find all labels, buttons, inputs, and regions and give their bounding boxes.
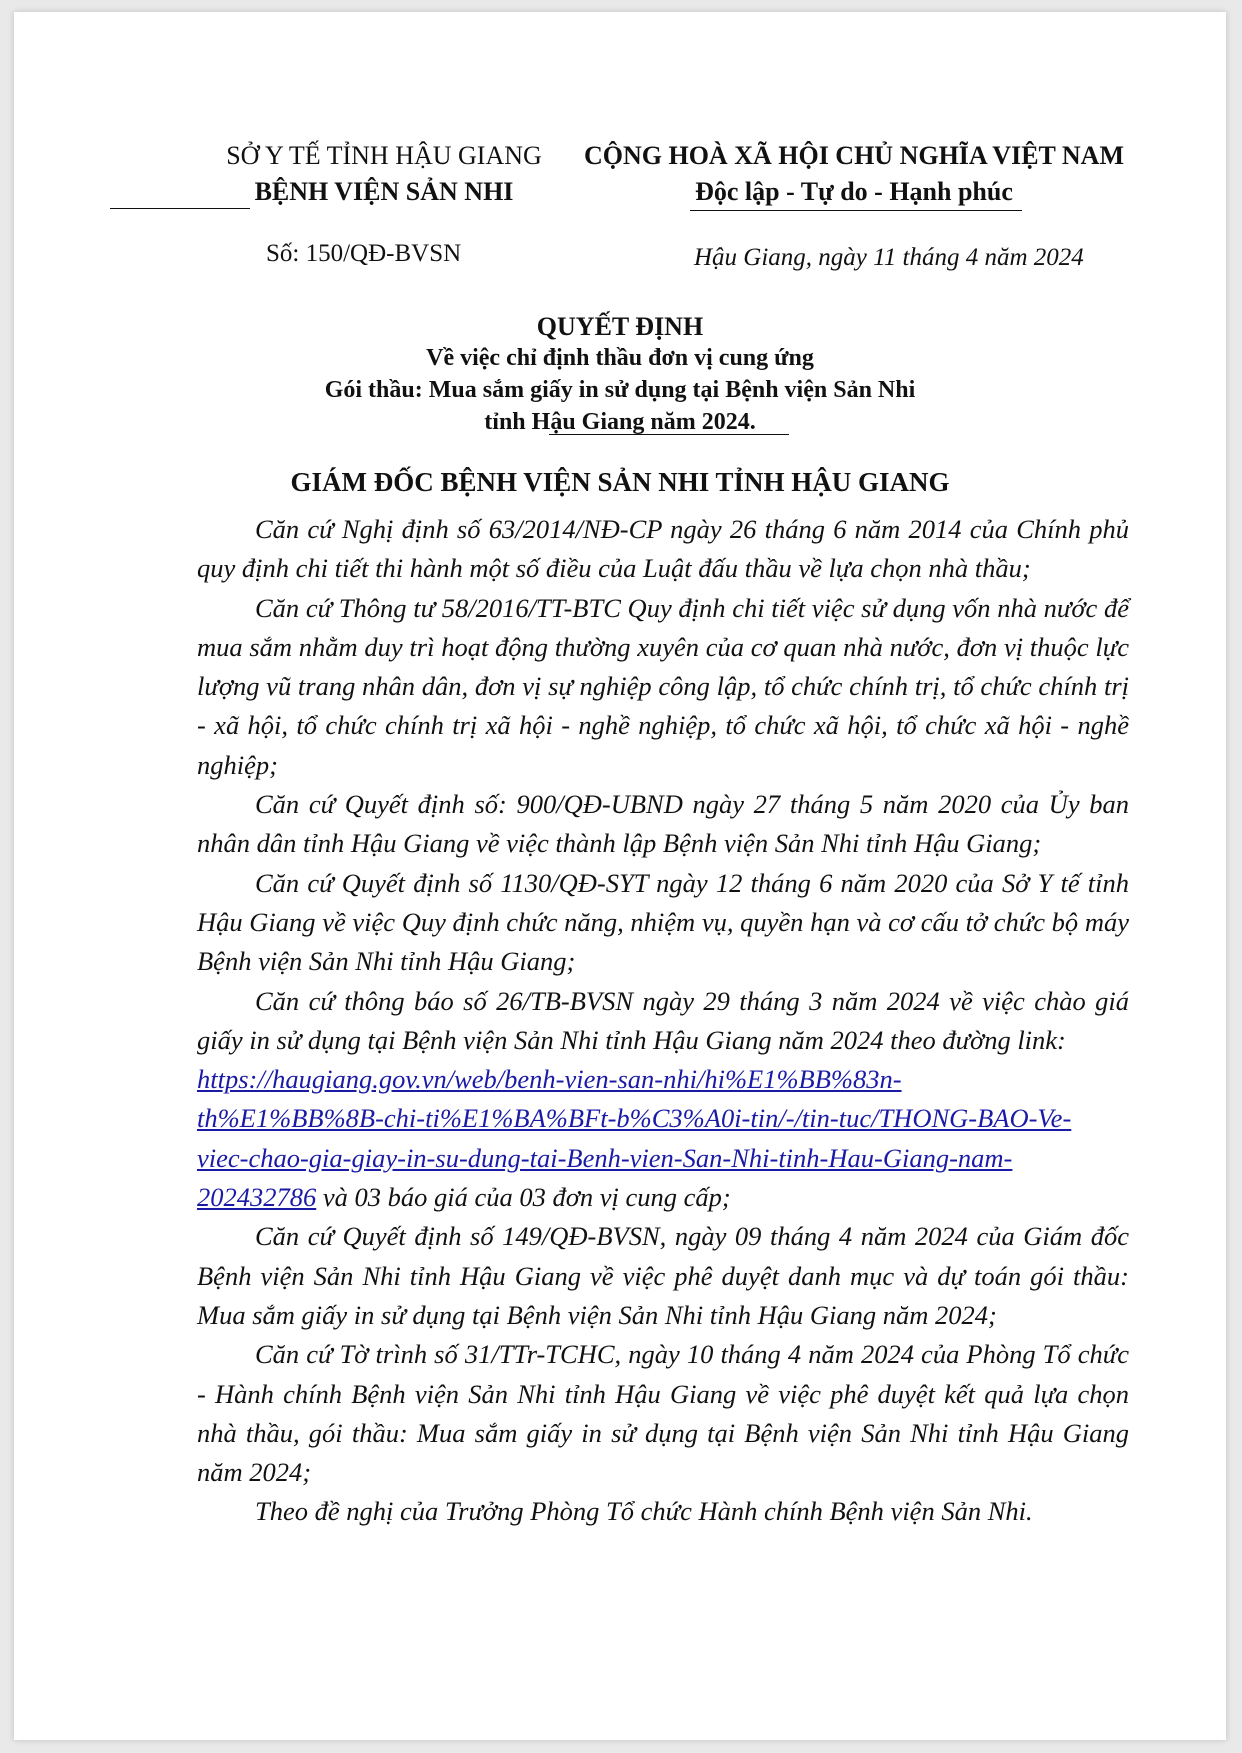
- issuing-agency-block: [214, 138, 554, 210]
- country-name: CỘNG HOÀ XÃ HỘI CHỦ NGHĨA VIỆT NAM: [583, 141, 1125, 170]
- basis-paragraph-7: Căn cứ Tờ trình số 31/TTr-TCHC, ngày 10 tháng 4 năm 2024 của Phòng Tổ chức - Hành chính Bệnh viện Sản Nhi tỉnh Hậu Giang về việc phê duyệt kết quả lựa chọn nhà thầu, gói thầu: Mua sắm giấy in sử dụng tại Bệnh viện Sản Nhi tỉnh Hậu Giang năm 2024;: [197, 1339, 1129, 1488]
- announcement-link-block[interactable]: [197, 1060, 1129, 1217]
- decision-title: QUYẾT ĐỊNH: [536, 312, 704, 341]
- basis-paragraph-5-tail: và 03 báo giá của 03 đơn vị cung cấp;: [316, 1182, 731, 1213]
- legal-basis-section: [197, 510, 1129, 1532]
- decision-subject-line2: Gói thầu: Mua sắm giấy in sử dụng tại Bệnh viện Sản Nhi: [324, 377, 916, 403]
- document-page: [14, 12, 1226, 1740]
- agency-parent: SỞ Y TẾ TỈNH HẬU GIANG: [226, 141, 542, 170]
- title-underline: [549, 434, 789, 435]
- basis-paragraph-2: Căn cứ Thông tư 58/2016/TT-BTC Quy định chi tiết việc sử dụng vốn nhà nước để mua sắm nhằm duy trì hoạt động thường xuyên của cơ quan nhà nước, đơn vị thuộc lực lượng vũ trang nhân dân, đơn vị sự nghiệp công lập, tổ chức chính trị, tổ chức chính trị - xã hội, tổ chức chính trị xã hội - nghề nghiệp, tổ chức xã hội, tổ chức xã hội - nghề nghiệp;: [197, 592, 1129, 780]
- decision-subject-line1: Về việc chỉ định thầu đơn vị cung ứng: [426, 345, 814, 371]
- agency-underline: [110, 208, 250, 209]
- announcement-link-part4[interactable]: 202432786: [197, 1182, 317, 1213]
- basis-paragraph-5-text: Căn cứ thông báo số 26/TB-BVSN ngày 29 tháng 3 năm 2024 về việc chào giá giấy in sử dụng tại Bệnh viện Sản Nhi tỉnh Hậu Giang năm 2024 theo đường link:: [197, 985, 1129, 1055]
- basis-paragraph-1: Căn cứ Nghị định số 63/2014/NĐ-CP ngày 26 tháng 6 năm 2014 của Chính phủ quy định chi tiết thi hành một số điều của Luật đấu thầu về lựa chọn nhà thầu;: [197, 514, 1129, 584]
- document-number: Số: 150/QĐ-BVSN: [266, 240, 462, 267]
- basis-paragraph-4: Căn cứ Quyết định số 1130/QĐ-SYT ngày 12 tháng 6 năm 2020 của Sở Y tế tỉnh Hậu Giang về việc Quy định chức năng, nhiệm vụ, quyền hạn và cơ cấu tở chức bộ máy Bệnh viện Sản Nhi tỉnh Hậu Giang;: [197, 867, 1129, 977]
- agency-name: BỆNH VIỆN SẢN NHI: [254, 177, 514, 206]
- decision-title-block: [14, 312, 1226, 438]
- director-heading: GIÁM ĐỐC BỆNH VIỆN SẢN NHI TỈNH HẬU GIANG: [290, 467, 950, 497]
- announcement-link-part2[interactable]: th%E1%BB%8B-chi-ti%E1%BA%BFt-b%C3%A0i-tin/-/tin-tuc/THONG-BAO-Ve-: [197, 1103, 1072, 1134]
- national-motto: Độc lập - Tự do - Hạnh phúc: [695, 177, 1013, 206]
- national-motto-block: [574, 138, 1134, 210]
- basis-paragraph-8: Theo đề nghị của Trưởng Phòng Tổ chức Hành chính Bệnh viện Sản Nhi.: [255, 1496, 1033, 1527]
- announcement-link-part1[interactable]: https://haugiang.gov.vn/web/benh-vien-san-nhi/hi%E1%BB%83n-: [197, 1064, 902, 1095]
- motto-underline: [690, 210, 1022, 211]
- basis-paragraph-3: Căn cứ Quyết định số: 900/QĐ-UBND ngày 27 tháng 5 năm 2020 của Ủy ban nhân dân tỉnh Hậu Giang về việc thành lập Bệnh viện Sản Nhi tỉnh Hậu Giang;: [197, 789, 1129, 859]
- basis-paragraph-6: Căn cứ Quyết định số 149/QĐ-BVSN, ngày 09 tháng 4 năm 2024 của Giám đốc Bệnh viện Sản Nhi tỉnh Hậu Giang về việc phê duyệt danh mục và dự toán gói thầu: Mua sắm giấy in sử dụng tại Bệnh viện Sản Nhi tỉnh Hậu Giang năm 2024;: [197, 1221, 1129, 1330]
- document-date: Hậu Giang, ngày 11 tháng 4 năm 2024: [694, 244, 1084, 271]
- decision-subject-line3: tỉnh Hậu Giang năm 2024.: [484, 409, 756, 435]
- basis-paragraph-5: [197, 982, 1129, 1061]
- announcement-link-part3[interactable]: viec-chao-gia-giay-in-su-dung-tai-Benh-vien-San-Nhi-tinh-Hau-Giang-nam-: [197, 1142, 1013, 1173]
